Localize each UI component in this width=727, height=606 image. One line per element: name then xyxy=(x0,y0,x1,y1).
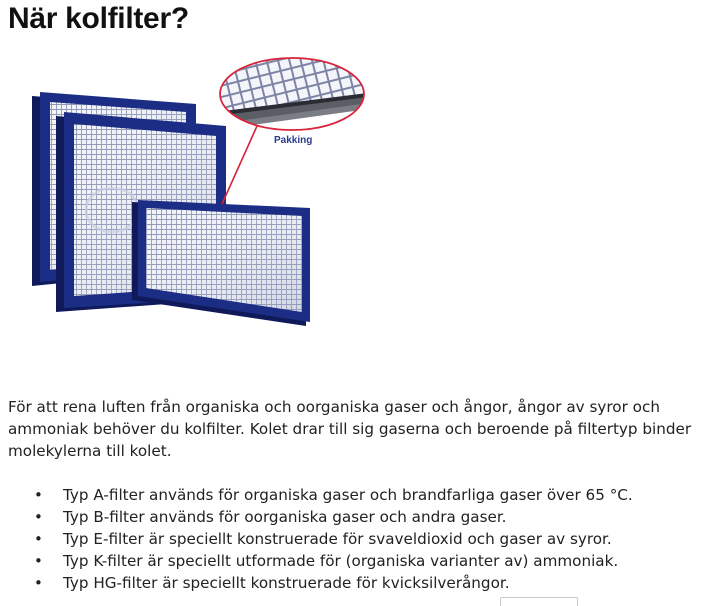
bullet: • xyxy=(34,486,43,504)
list-item-text: Typ B-filter används för oorganiska gaser och andra gaser. xyxy=(63,508,507,526)
carbon-filter-figure xyxy=(26,54,366,334)
list-item xyxy=(8,506,724,528)
list-item xyxy=(8,484,724,506)
filter-panel-front xyxy=(132,200,310,326)
list-item-text: Typ E-filter är speciellt konstruerade för svaveldioxid och gaser av syror. xyxy=(63,530,612,548)
partial-box-cutoff xyxy=(500,597,578,606)
intro-paragraph: För att rena luften från organiska och oorganiska gaser och ångor, ångor av syror och ammoniak behöver du kolfilter. Kolet drar till sig gaserna och beroende på filtertyp binder molekylerna till kolet. xyxy=(8,398,692,460)
list-item-text: Typ A-filter används för organiska gaser och brandfarliga gaser över 65 °C. xyxy=(63,486,633,504)
list-item xyxy=(8,528,724,550)
bullet: • xyxy=(34,508,43,526)
list-item-text: Typ HG-filter är speciellt konstruerade för kvicksilverångor. xyxy=(63,574,510,592)
bullet: • xyxy=(34,552,43,570)
callout-label: Pakking xyxy=(274,135,313,146)
filter-type-list xyxy=(8,484,724,594)
bullet: • xyxy=(34,530,43,548)
callout-zoom xyxy=(216,54,366,144)
page-title: När kolfilter? xyxy=(8,2,189,35)
list-item xyxy=(8,550,724,572)
bullet: • xyxy=(34,574,43,592)
list-item-text: Typ K-filter är speciellt utformade för (organiska varianter av) ammoniak. xyxy=(63,552,619,570)
list-item xyxy=(8,572,724,594)
